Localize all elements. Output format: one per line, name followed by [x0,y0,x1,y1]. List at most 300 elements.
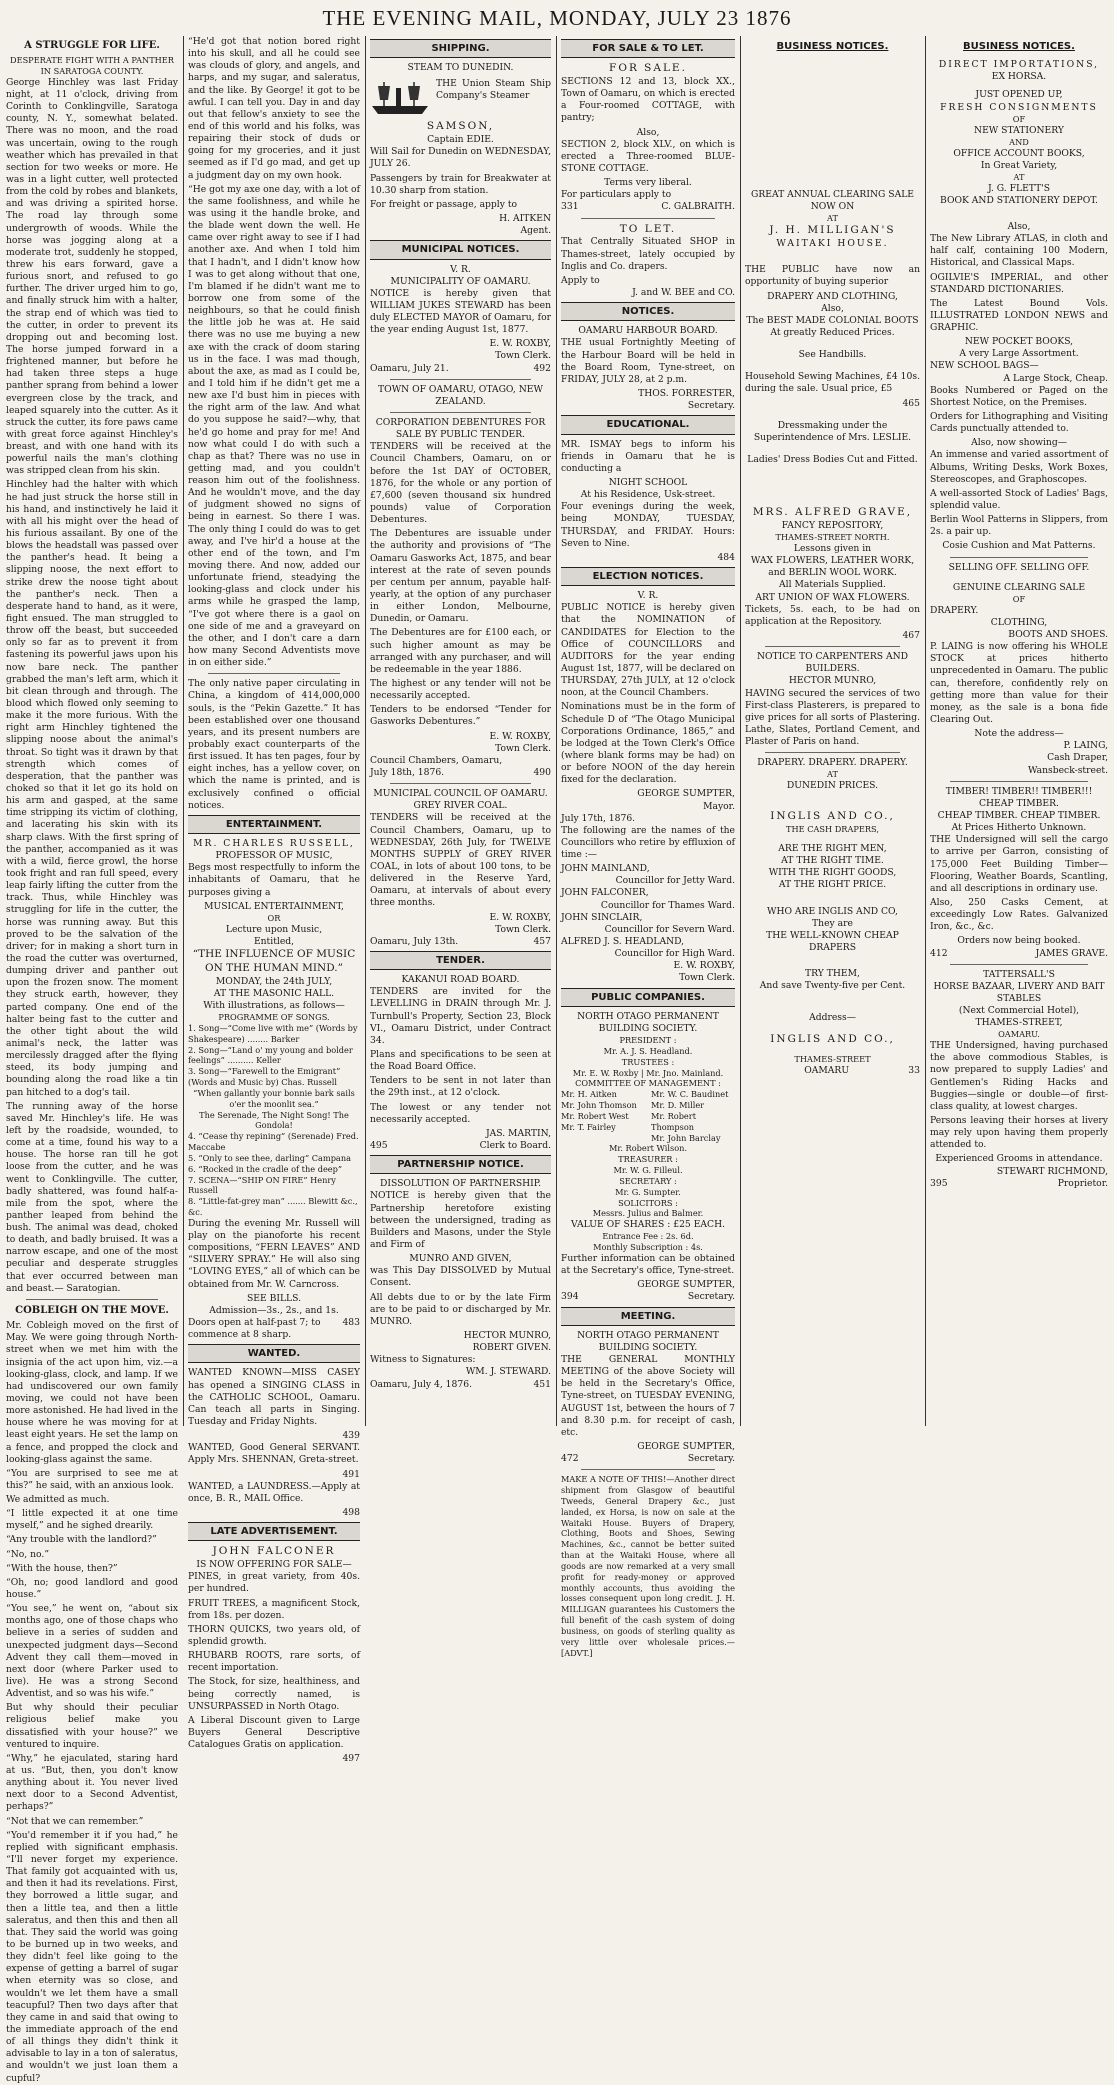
committee-member: Mr. W. C. Baudinet [651,1089,729,1100]
section-header-municipal: MUNICIPAL NOTICES. [370,240,551,259]
councillor-ward: Councillor for Jetty Ward. [615,875,735,887]
ad-line: “THE INFLUENCE OF MUSIC ON THE HUMAN MIND.” [192,948,356,974]
ad-line: Terms very liberal. [604,177,692,189]
ad-line: THE WELL-KNOWN CHEAP DRAPERS [766,929,899,953]
column-5 [745,36,920,1426]
ad-text: Passengers by train for Breakwater at 10.30 sharp from station. [370,172,551,196]
committee-member: Mr. John Barclay [651,1132,721,1143]
ad-line: OFFICE ACCOUNT BOOKS, [953,147,1085,159]
ad-heading: TATTERSALL'S [983,968,1055,980]
councillor-name: ALFRED J. S. HEADLAND, [561,936,685,948]
ad-line: FRESH CONSIGNMENTS [940,101,1098,113]
column-rule [556,36,557,1426]
ad-date: Oamaru, July 21. [370,362,449,374]
councillor-ward: Councillor for Severn Ward. [604,923,735,935]
ad-heading: NOTICE TO CARPENTERS AND BUILDERS. [756,651,909,675]
ad-item: PINES, in great variety, from 40s. per hundred. [188,1571,360,1595]
article-paragraph: We admitted as much. [6,1494,110,1506]
ad-number: 492 [533,362,551,374]
ad-line: NOW ON [810,201,855,213]
ad-signature: JAMES GRAVE. [1035,947,1108,959]
councillor-name: JOHN SINCLAIR, [561,911,643,923]
ad-line: Also, [821,302,844,314]
article-paragraph: “I little expected it at one time myself,” and he sighed drearily. [6,1508,178,1532]
ad-signature: GEORGE SUMPTER, [637,1440,735,1452]
ad-signature: H. AITKEN [499,213,551,225]
ad-line: GENUINE CLEARING SALE [952,581,1086,593]
ad-text: Also, 250 Casks Cement, at exceedingly Low Rates. Galvanized Iron, &c., &c. [930,896,1108,933]
divider [950,781,1088,782]
ad-text: MR. ISMAY begs to inform his friends in Oamaru that he is conducting a [561,438,735,474]
committee-member: Mr. Robert Thompson [651,1110,696,1132]
ad-line: HECTOR MUNRO, [788,675,877,687]
committee-list [561,1089,735,1143]
section-header-meeting: MEETING. [561,1307,735,1326]
ad-line: Also, [636,126,660,138]
ad-text: For particulars apply to [561,189,672,201]
ad-text: TENDERS will be received at the Council Chambers, Oamaru, on or before the 1st DAY of OCTOBER, 1876, for the whole or any portion of £7,600 (seven thousand six hundred pounds) value of Corporation Debentures. [370,441,551,526]
ad-line: ART UNION OF WAX FLOWERS. [755,591,910,603]
article-title: A STRUGGLE FOR LIFE. [24,40,160,51]
column-4 [561,36,735,1658]
ad-line: AT [827,769,838,780]
article-paragraph: Hinchley had the halter with which he had just struck the horse still in his hand, and instinctively he laid it with all his might over the head of his furious assailant. By one of the blows the headstall was passed over the panther's head. It being a slipping noose, the next effort to strike drew the noose tight about the panther's neck. Then a desperate hand to hand, as it were, fight ensued. The man struggled to throw off the beast, but succeeded only so far as to prevent it from fastening its powerful jaws upon his now bare neck. The panther grabbed the man's left arm, which it bit clean through and through. The blood which flowed only seeming to make it the more furious. With the right arm Hinchley tightened the slipping noose about the animal's throat. So tight was it drawn by that strength which comes of desperation, that the panther was choked so that it let go its hold on his arm and gasped, at the same time stripping its victim of clothing, and lacerating his skin with its sharp claws. With the first spring of the panther, accompanied as it was with a wild, fierce growl, the horse took fright and ran full speed, every leap fairly lifting the cutter from the track. Thus, while Hinchley was struggling for life in the cutter, the horse was running away. But this proved to be the salvation of the driver; for in making a short turn in the road the cutter was overturned, dumping driver and panther out upon the frozen snow. The moment they struck earth, however, they parted company. One end of the halter being fast to the cutter and the other tight about the wild animal's neck, the latter was mercilessly dragged after the flying steed, its body jumping and bounding along the road like a tin pan hitched to a dog's tail. [6,479,178,1098]
ad-line: Also, [1007,220,1031,232]
ad-line: MUNICIPAL COUNCIL OF OAMARU. [373,788,548,800]
ad-line: The BEST MADE COLONIAL BOOTS [746,314,919,326]
ad-text: An immense and varied assortment of Albums, Writing Desks, Work Boxes, Stereoscopes, and Graphoscopes. [930,449,1108,485]
song-item: 2. Song—“Land o' my young and bolder feelings” .......... Keller [188,1044,353,1066]
divider [208,673,340,674]
ad-line: Cosie Cushion and Mat Patterns. [942,540,1096,552]
ad-text: THE GENERAL MONTHLY MEETING of the above Society will be held in the Secretary's Office, Tyne-street, on TUESDAY EVENING, AUGUST 1st, between the hours of 7 and 8.30 p.m. for receipt of cash, etc. [561,1353,735,1438]
section-header-business: BUSINESS NOTICES. [963,41,1075,52]
ad-line: KAKANUI ROAD BOARD. [401,974,520,986]
ad-number: 495 [370,1139,388,1151]
ad-text: The lowest or any tender not necessarily accepted. [370,1101,551,1125]
ad-signature: JAS. MARTIN, [485,1127,551,1139]
divider [390,379,531,380]
divider [390,783,531,784]
ad-heading: DIRECT IMPORTATIONS, [938,59,1100,71]
ad-signature-role: Secretary. [687,400,735,412]
ad-line: NIGHT SCHOOL [608,476,688,488]
ad-line: NORTH OTAGO PERMANENT BUILDING SOCIETY. [577,1329,719,1353]
ad-signature-role: Town Clerk. [679,972,735,984]
divider [765,752,900,753]
ad-line: AT [1013,171,1025,182]
section-header-notices: NOTICES. [561,302,735,321]
ad-line: OAMARU [804,1065,850,1077]
section-header-tender: TENDER. [370,951,551,970]
ad-line: JUST OPENED UP, [975,89,1063,101]
ad-line: Monthly Subscription : 4s. [593,1242,703,1253]
ad-line: In Great Variety, [980,159,1058,171]
section-header-business: BUSINESS NOTICES. [776,41,889,52]
song-item: 3. Song—“Farewell to the Emigrant” (Words and Music by) Chas. Russell [188,1066,341,1088]
ad-signature: E. W. ROXBY, [673,960,735,972]
ad-text: During the evening Mr. Russell will play on the pianoforte his recent compositions, “FERN LEAVES” AND “SILVERY SPRAY.” He will also sing “LOVING EYES,” all of which can be obtained from Mr. W. Carncross. [188,1217,360,1290]
ad-text: SECTIONS 12 and 13, block XX., Town of Oamaru, on which is erected a Four-roomed COTTAGE, with pantry; [561,76,735,124]
ad-line: NORTH OTAGO PERMANENT BUILDING SOCIETY. [577,1010,719,1034]
ad-line: WAITAKI HOUSE. [776,238,889,250]
ad-line: Orders now being booked. [957,935,1081,947]
ad-date: July 18th, 1876. [370,766,445,778]
ad-date: Oamaru, July 4, 1876. [370,1378,472,1390]
article-paragraph: “You are surprised to see me at this?” he said, with an anxious look. [6,1467,178,1491]
ad-number: 498 [342,1507,360,1519]
ad-text: Household Sewing Machines, £4 10s. during the sale. Usual price, £5 [745,371,920,395]
ad-text: THE Union Steam Ship Company's Steamer [436,78,551,102]
song-item: 8. “Little-fat-grey man” ....... Blewitt &c., &c. [188,1196,358,1218]
ad-line: AT [827,213,838,224]
ad-text: TENDERS will be received at the Council Chambers, Oamaru, up to WEDNESDAY, 26th July, for TWELVE MONTHS SUPPLY of GREY RIVER COAL, in lots of about 100 tons, to be delivered in the Reserve Yard, Oamaru, at intervals of about every three months. [370,812,551,909]
ad-line: (Next Commercial Hotel), [958,1005,1080,1017]
ad-signature: E. W. ROXBY, [489,911,551,923]
section-header-educational: EDUCATIONAL. [561,415,735,434]
ad-signature-role: Town Clerk. [495,350,551,362]
ad-label: PRESIDENT : [619,1035,677,1046]
ad-text: The Debentures are issuable under the authority and provisions of “The Oamaru Gasworks Act, 1875, and bear interest at the rate of seven pounds per centum per annum, payable half-yearly, at the option of any purchaser in either London, Melbourne, Dunedin, or Oamaru. [370,528,551,625]
ad-line: STEAM TO DUNEDIN. [407,62,514,74]
divider [581,218,715,219]
ad-text: Nominations must be in the form of Schedule D of “The Otago Municipal Corporations Ordinance, 1865,” and be lodged at the Town Clerk's Office (where blank forms may be had) on or before NOON of the day herein fixed for the declaration. [561,701,735,786]
article-paragraph: “Not that we can remember.” [6,1815,144,1827]
ad-name: MR. CHARLES RUSSELL, [193,838,355,850]
ad-line: OAMARU HARBOUR BOARD. [578,325,718,337]
divider [390,412,531,413]
ad-line: AND [1009,136,1029,147]
ad-line: Entitled, [253,935,295,947]
ad-signature-role: Clerk to Board. [479,1139,551,1151]
ad-signature: GEORGE SUMPTER, [637,1279,735,1291]
ad-line: Dressmaking under the Superintendence of Mrs. LESLIE. [753,419,912,443]
ad-line: Lecture upon Music, [225,923,323,935]
ad-line: THAMES-STREET [794,1054,871,1065]
ad-line: TRY THEM, [805,968,860,980]
masthead-title: THE EVENING MAIL, MONDAY, JULY 23 1876 [322,6,792,30]
ad-signature: STEWART RICHMOND, [996,1165,1108,1177]
ad-heading: J. H. MILLIGAN'S [769,224,896,237]
ad-line: Messrs. Julius and Balmer. [592,1208,704,1219]
vr-mark: V. R. [450,263,471,275]
section-header-late-advertisement: LATE ADVERTISEMENT. [188,1522,360,1541]
ad-line: OR [267,912,281,923]
ad-line: DUNEDIN PRICES. [786,780,879,792]
ad-heading: FOR SALE. [609,62,687,75]
ad-text: was This Day DISSOLVED by Mutual Consent. [370,1265,551,1289]
ad-name: JOHN FALCONER [212,1545,336,1558]
ad-line: Note the address— [974,728,1064,740]
ad-signature: P. LAING, [1063,740,1108,752]
ad-line: GREAT ANNUAL CLEARING SALE [750,189,915,201]
ad-signature-role: Proprietor. [1057,1177,1108,1189]
ad-text: Tickets, 5s. each, to be had on application at the Repository. [745,603,920,627]
ad-number: 497 [342,1753,360,1765]
committee-member: Mr. T. Fairley [561,1121,616,1132]
ad-text: OGILVIE'S IMPERIAL, and other STANDARD DICTIONARIES. [930,271,1108,295]
ad-line: Admission—3s., 2s., and 1s. [209,1304,339,1316]
ad-text: Further information can be obtained at the Secretary's office, Tyne-street. [561,1252,735,1277]
steamship-ad [370,78,551,118]
ad-text: TENDERS are invited for the LEVELLING in DRAIN through Mr. J. Turnbull's Property, Section 23, Block VI., Oamaru District, under Contract 34. [370,986,551,1046]
section-header-election: ELECTION NOTICES. [561,567,735,586]
ad-text: SECTION 2, block XLV., on which is erected a Three-roomed BLUE-STONE COTTAGE. [561,138,735,175]
ad-heading: INGLIS AND CO., [770,1032,895,1045]
ad-line: And save Twenty-five per Cent. [759,980,906,992]
ad-text: The following are the names of the Councillors who retire by effluxion of time :— [561,824,735,861]
ad-number: 451 [533,1378,551,1390]
ad-heading: SELLING OFF. SELLING OFF. [948,561,1090,573]
ad-line: See Handbills. [798,349,867,361]
ad-item: THORN QUICKS, two years old, of splendid growth. [188,1623,360,1648]
ad-item: RHUBARB ROOTS, rare sorts, of recent importation. [188,1650,360,1674]
ad-line: A very Large Assortment. [959,348,1079,360]
ad-line: THAMES-STREET, [975,1017,1063,1029]
column-3 [370,36,551,1426]
ad-line: At Prices Hitherto Unknown. [951,822,1087,834]
ad-line: With illustrations, as follows— [203,1000,345,1011]
ad-line: BOOTS AND SHOES. [1008,628,1108,640]
divider [765,646,900,647]
ad-line: PROGRAMME OF SONGS. [218,1012,330,1023]
ad-text: THE Undersigned will sell the cargo to arrive per Garron, consisting of 175,000 Feet Building Timber—Flooring, Weather Boards, Scantling, and all descriptions in ordinary use. [930,834,1108,894]
ad-signature-role: Mayor. [703,800,735,812]
ad-signature-role: Agent. [520,225,551,237]
song-item: 5. “Only to see thee, darling” Campana [188,1152,351,1163]
ad-text: Doors open at half-past 7; to commence at 8 sharp. [188,1317,321,1341]
ad-signature-role: Cash Draper, [1047,752,1108,764]
committee-member: Mr. Robert Wilson. [608,1143,688,1154]
article-paragraph: But why should their peculiar religious belief make you dissatisfied with your house?” we ventured to inquire. [6,1702,178,1750]
ad-line: HORSE BAZAAR, LIVERY AND BAIT STABLES [933,980,1105,1004]
article-paragraph: “No, no.” [6,1548,50,1560]
ad-line: Entrance Fee : 2s. 6d. [602,1231,694,1242]
ad-line: DRAPERY. [930,604,979,616]
committee-member: Mr. H. Aitken [561,1089,617,1100]
ad-text: NOTICE is hereby given that the Partnership heretofore existing between the undersigned, trading as Builders and Masons, under the Style and Firm of [370,1190,551,1250]
ad-signature-role: Wansbeck-street. [1027,764,1108,776]
ad-text: Begs most respectfully to inform the inhabitants of Oamaru, that he purposes giving a [188,862,360,898]
ad-signature-role: Secretary. [687,1453,735,1465]
wanted-ad: WANTED, a LAUNDRESS.—Apply at once, B. R., MAIL Office. [188,1480,360,1504]
ad-number: 472 [561,1453,579,1465]
ad-heading: TIMBER! TIMBER!! TIMBER!!! [945,785,1093,797]
ad-text: NOTICE is hereby given that WILLIAM JUKES STEWARD has been duly ELECTED MAYOR of Oamaru, for the year ending August 1st, 1877. [370,287,551,336]
article-paragraph: “You see,” he went on, “about six months ago, one of those chaps who believe in a series of sudden and unexpected judgment days—Second Advent they call them—moved in next door (where Parker used to live). He was a strong Second Adventist, and so was his wife.” [6,1603,178,1700]
ad-text: Plans and specifications to be seen at the Road Board Office. [370,1048,551,1073]
ad-line: OF [1012,593,1026,604]
column-rule [925,36,926,1426]
section-header-entertainment: ENTERTAINMENT. [188,815,360,834]
ad-number: 412 [930,947,948,959]
ad-line: THAMES-STREET NORTH. [775,532,890,543]
ad-date: July 17th, 1876. [561,812,636,824]
ad-signature-role: Town Clerk. [495,923,551,935]
ad-line: All Materials Supplied. [779,579,886,591]
ad-text: Apply to [561,274,600,286]
ad-line: They are [812,917,853,929]
ad-line: MUNRO AND GIVEN, [409,1253,512,1265]
song-item: 6. “Rocked in the cradle of the deep” [188,1163,343,1174]
column-6 [930,36,1108,1426]
ad-line: At greatly Reduced Prices. [770,327,895,338]
ad-heading: TO LET. [619,222,677,235]
song-item: 4. “Cease thy repining” (Serenade) Fred. Maccabe [188,1131,359,1153]
article-paragraph: “You'd remember it if you had,” he replied with significant emphasis. “I'll never forget my experience. That family got acquainted with us, and then it had its revelations. First, they borrowed a little sugar, and then a little tea, and then a little saleratus, and then this and then all that. They said the world was going to be burned up in two weeks, and they didn't feel like going to the expense of getting a barrel of sugar when eternity was so close, and wouldn't we let them have a small teacupful? Then two days after that they came in and said that owing to the immediate approach of the end of all things they didn't think it advisable to lay in a ton of saleratus, and wouldn't we just loan them a cupful? [6,1829,178,2084]
ad-text: Witness to Signatures: [370,1354,476,1366]
ad-line: CORPORATION DEBENTURES FOR SALE BY PUBLIC TENDER. [375,417,546,441]
ad-label: COMMITTEE OF MANAGEMENT : [575,1078,721,1089]
ad-line: DISSOLUTION OF PARTNERSHIP. [379,1178,542,1190]
ad-line: CLOTHING, [990,616,1048,628]
committee-member: Mr. John Thomson [561,1100,637,1111]
ad-heading: INGLIS AND CO., [770,810,895,823]
ad-heading: MRS. ALFRED GRAVE, [752,506,913,519]
article-subtitle: DESPERATE FIGHT WITH A PANTHER IN SARATOGA COUNTY. [10,55,174,77]
ad-line: MUSICAL ENTERTAINMENT, [204,900,344,912]
councillor-ward: Councillor for High Ward. [614,948,735,960]
ad-line: TOWN OF OAMARU, OTAGO, NEW ZEALAND. [378,383,543,407]
ad-text: The Latest Bound Vols. ILLUSTRATED LONDON NEWS and GRAPHIC. [930,297,1108,334]
ad-label: TRUSTEES : [621,1056,675,1067]
ad-line: AT THE RIGHT TIME. [781,855,884,867]
ad-signature: GEORGE SUMPTER, [637,788,735,800]
ad-label: SOLICITORS : [618,1197,678,1208]
ad-text: A Liberal Discount given to Large Buyers General Descriptive Catalogues Gratis on application. [188,1714,360,1751]
ad-signature: ROBERT GIVEN. [472,1342,551,1354]
ad-line: Mr. E. W. Roxby | Mr. Jno. Mainland. [572,1067,724,1078]
ad-line: Mr. G. Sumpter. [615,1186,681,1197]
ad-number: 457 [533,935,551,947]
section-header-wanted: WANTED. [188,1344,360,1363]
ad-text: Four evenings during the week, being MONDAY, TUESDAY, THURSDAY, and FRIDAY. Hours: Seven to Nine. [561,501,735,549]
section-header-for-sale: FOR SALE & TO LET. [561,39,735,58]
ad-text: Tenders to be sent in not later than the 29th inst., at 12 o'clock. [370,1075,551,1099]
ad-number: 483 [342,1317,360,1328]
ad-line: J. G. FLETT'S [987,182,1051,194]
article-paragraph: Mr. Cobleigh moved on the first of May. We were going through North-street when we met him with the insignia of the act upon him, viz.—a looking-glass, clock, and lamp. If we had undiscovered our own family moving, we could not have been more astonished. He had lived in the house where he was moving for at least eight years. He set the lamp on a fence, and propped the clock and looking-glass against the same. [6,1320,178,1465]
ad-number: 331 [561,201,579,213]
ad-line: Mr. A. J. S. Headland. [603,1045,693,1056]
ad-line: AT THE MASONIC HALL. [213,987,335,999]
ad-date: Oamaru, July 13th. [370,935,459,947]
ad-line: MONDAY, the 24th JULY, [215,975,333,987]
divider [950,557,1088,558]
section-header-shipping: SHIPPING. [370,39,551,58]
ad-place: Council Chambers, Oamaru, [370,754,503,766]
ad-text: A well-assorted Stock of Ladies' Bags, splendid value. [930,487,1108,512]
ad-signature: J. and W. BEE and CO. [632,287,735,299]
column-2 [188,36,360,1765]
ad-line: WHO ARE INGLIS AND CO, [767,905,898,917]
ad-text: Books Numbered or Paged on the Shortest Notice, on the Premises. [930,384,1108,408]
ad-text: THE PUBLIC have now an opportunity of buying superior [745,264,920,288]
ad-number: 490 [533,766,551,778]
ad-text: PUBLIC NOTICE is hereby given that the NOMINATION of CANDIDATES for Election to the Office of COUNCILLORS and AUDITORS for the year ending August 1st, 1877, will be declared on THURSDAY, 27th JULY, at 12 o'clock noon, at the Council Chambers. [561,602,735,699]
ad-signature: C. GALBRAITH. [661,201,735,213]
ad-line: Ladies' Dress Bodies Cut and Fitted. [747,453,918,465]
ad-role: PROFESSOR OF MUSIC, [215,850,333,862]
ad-number: 395 [930,1177,948,1189]
ad-text: The New Library ATLAS, in cloth and half calf, containing 100 Modern, Historical, and Classical Maps. [930,233,1108,269]
advertorial: MAKE A NOTE OF THIS!—Another direct shipment from Glasgow of beautiful Tweeds, General Drapery &c., just landed, ex Horsa, is now on sale at the Waitaki House. Buyers of Drapery, Clothing, Boots and Shoes, Sewing Machines, &c., cannot be better suited than at the Waitaki House, where all goods are now remarked at a very small profit for ready-money or approved monthly accounts, thus avoiding the losses consequent upon long credit. J. H. MILLIGAN guarantees his Customers the full benefit of the cash system of doing business, on goods of sterling quality as very little over wholesale prices.—[ADVT.] [561,1474,735,1658]
ship-name: SAMSON, [426,120,495,133]
councillor-name: JOHN MAINLAND, [561,863,650,875]
ad-label: TREASURER : [618,1154,678,1165]
ad-line: ARE THE RIGHT MEN, [778,843,887,854]
divider [950,964,1088,965]
ad-line: DRAPERY AND CLOTHING, [767,290,898,302]
ad-text: Persons leaving their horses at livery may rely upon having them properly attended to. [930,1115,1108,1151]
ad-text: For freight or passage, apply to [370,198,518,210]
ad-text: The highest or any tender will not be necessarily accepted. [370,678,551,702]
ad-line: Experienced Grooms in attendance. [935,1153,1103,1165]
ad-item: FRUIT TREES, a magnificent Stock, from 18s. per dozen. [188,1597,360,1621]
ad-text: HAVING secured the services of two First-class Plasterers, is prepared to give prices for all sorts of Plastering. Lathe, Slates, Portland Cement, and Plaster of Paris on hand. [745,687,920,748]
ad-line: WITH THE RIGHT GOODS, [768,867,897,879]
ad-line: WAX FLOWERS, LEATHER WORK, and BERLIN WOOL WORK. [750,555,915,579]
committee-member: Mr. Robert West [561,1110,629,1121]
song-item: 1. Song—“Come live with me” (Words by Shakespeare) ........ Barker [188,1022,358,1044]
ad-line: IS NOW OFFERING FOR SALE— [196,1559,352,1571]
article-paragraph: “Any trouble with the landlord?” [6,1534,157,1546]
steamship-icon [370,78,432,118]
ad-number: 439 [342,1430,360,1442]
ad-text: Berlin Wool Patterns in Slippers, from 2s. a pair up. [930,514,1108,538]
ad-number: 33 [908,1065,920,1077]
song-item: The Serenade, The Night Song! The Gondola! [199,1109,349,1131]
ad-number: 467 [902,629,920,641]
ad-text: P. LAING is now offering his WHOLE STOCK at prices hitherto unprecedented in Oamaru. The public can, therefore, confidently rely on getting more than value for their money, as the sale is a bona fide Clearing Out. [930,641,1108,725]
ad-text: Will Sail for Dunedin on WEDNESDAY, JULY 26. [370,146,551,170]
article-title: COBLEIGH ON THE MOVE. [15,1304,169,1316]
article-paragraph: George Hinchley was last Friday night, at 11 o'clock, driving from Corinth to Conklingville, Saratoga county, N. Y., somewhat belated. There was no moon, and the road was uncertain, owing to the rough weather which has prevailed in that section for two weeks or more. He was in a light cutter, well protected from the cold by robes and blankets, and was driving a spirited horse. The road lay through some undergrowth of woods. While the horse was jogging along at a moderate trot, suddenly he stopped, threw his ears forward, gave a furious snort, and refused to go further. The driver urged him to go, and finally struck him with a halter, the strap end of which was tied to the cutter, in order to prevent its dropping out and becoming lost. The horse jumped forward in a frightened manner, but before he had taken three steps a huge panther sprang from behind a lower evergreen close by the track, and leaped squarely into the cutter. As it struck the cutter, its fore paws came with great force against Hinchley's breast, and with one hand with its powerful nails the man's clothing was stripped clean from his skin. [6,76,178,477]
ad-signature-role: Secretary. [687,1291,735,1303]
ad-number: 484 [717,551,735,563]
vr-mark: V. R. [637,590,659,602]
column-rule [183,36,184,1426]
ad-text: That Centrally Situated SHOP in Thames-street, lately occupied by Inglis and Co. drapers. [561,236,735,272]
ad-text: THE usual Fortnightly Meeting of the Harbour Board will be held in the Board Room, Tyne-street, on FRIDAY, JULY 28, at 2 p.m. [561,337,735,385]
ad-line: NEW POCKET BOOKS, [964,336,1074,348]
column-rule [365,36,366,1426]
ad-number: 465 [902,397,920,409]
ad-line: MUNICIPALITY OF OAMARU. [390,275,531,287]
councillor-name: JOHN FALCONER, [561,887,649,899]
section-header-partnership: PARTNERSHIP NOTICE. [370,1155,551,1174]
article-paragraph: The running away of the horse saved Mr. Hinchley's life. He was left by the roadside, wounded, to come at a time, found his way to a house. The horse ran till he got loose from the cutter, and he was went to Conklingville. The cutter, badly shattered, was found half-a-mile from the spot, where the panther leaped from behind the bush. The animal was dead, choked to death, and badly bruised. It was a narrow escape, and one of the most peculiar and desperate struggles that ever occurred between man and beast.— Saratogian. [6,1100,178,1294]
ad-signature-role: Town Clerk. [495,742,551,754]
ad-line: Address— [809,1012,856,1024]
ad-line: A Large Stock, Cheap. [1003,372,1108,384]
ad-line: Mr. W. G. Filleul. [613,1165,683,1176]
committee-member: Mr. D. Miller [651,1100,705,1111]
ad-text: The Debentures are for £100 each, or such higher amount as may be arranged with any purchaser, and will be redeemable in the year 1886. [370,627,551,675]
ad-number: 491 [342,1468,360,1480]
ad-line: VALUE OF SHARES : £25 EACH. [571,1219,725,1231]
ad-signature: E. W. ROXBY, [489,730,551,742]
wanted-ad: WANTED, Good General SERVANT. Apply Mrs. SHENNAN, Greta-street. [188,1442,360,1466]
ad-line: OAMARU. [998,1029,1040,1040]
ad-line: GREY RIVER COAL. [413,800,508,812]
ad-line: NEW STATIONERY [974,124,1064,136]
article-paragraph: “He'd got that notion bored right into his skull, and all he could see was clouds of glory, and angels, and harps, and my sugar, and saleratus, and the like. By George! it got to be awful. I can tell you. Day in and day out that fellow's anxiety to see the end of this world and his folks, was repairing their stock of duds or going for my groceries, and it just seemed as if I'd go mad, and get up a judgment day on my own hook. [188,36,360,181]
ad-line: Captain EDIE. [427,134,494,146]
ad-line: CHEAP TIMBER. CHEAP TIMBER. [937,809,1101,821]
ad-signature: HECTOR MUNRO, [463,1329,551,1341]
article-paragraph: “With the house, then?” [6,1562,118,1574]
